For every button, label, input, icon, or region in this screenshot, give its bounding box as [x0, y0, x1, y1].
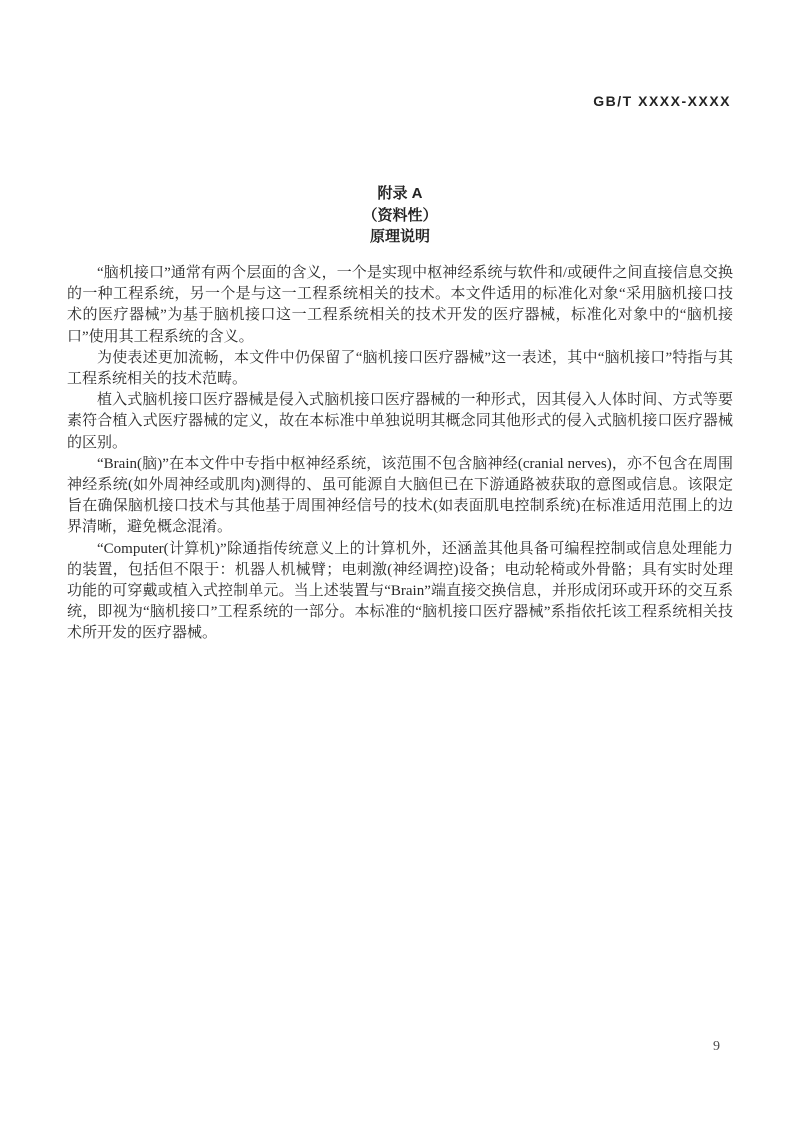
appendix-subject: 原理说明: [369, 228, 430, 245]
paragraph-4: “Brain(脑)”在本文件中专指中枢神经系统，该范围不包含脑神经(cranial nerves)，亦不包含在周围神经系统(如外周神经或肌肉)测得的、虽可能源自大脑但已在下游通路被获取的意图或信息。该限定旨在确保脑机接口技术与其他基于周围神经信号的技术(如表面肌电控制系统)在标准适用范围上的边界清晰，避免概念混淆。: [67, 455, 733, 536]
paragraph-2: 为使表述更加流畅，本文件中仍保留了“脑机接口医疗器械”这一表述，其中“脑机接口”特指与其工程系统相关的技术范畴。: [67, 349, 733, 388]
appendix-title: 附录 A: [377, 185, 423, 202]
appendix-title-block: [0, 183, 800, 248]
page-number: 9: [713, 1039, 720, 1054]
paragraph-5: “Computer(计算机)”除通指传统意义上的计算机外，还涵盖其他具备可编程控制或信息处理能力的装置，包括但不限于：机器人机械臂；电刺激(神经调控)设备；电动轮椅或外骨骼；具有实时处理功能的可穿戴或植入式控制单元。当上述装置与“Brain”端直接交换信息，并形成闭环或开环的交互系统，即视为“脑机接口”工程系统的一部分。本标准的“脑机接口医疗器械”系指依托该工程系统相关技术所开发的医疗器械。: [67, 540, 733, 642]
appendix-type: （资料性）: [362, 206, 438, 224]
document-body: [67, 263, 733, 645]
paragraph-3: 植入式脑机接口医疗器械是侵入式脑机接口医疗器械的一种形式，因其侵入人体时间、方式等要素符合植入式医疗器械的定义，故在本标准中单独说明其概念同其他形式的侵入式脑机接口医疗器械的区别。: [67, 392, 733, 451]
page-header: [593, 93, 731, 109]
paragraph-1: “脑机接口”通常有两个层面的含义，一个是实现中枢神经系统与软件和/或硬件之间直接信息交换的一种工程系统，另一个是与这一工程系统相关的技术。本文件适用的标准化对象“采用脑机接口技术的医疗器械”为基于脑机接口这一工程系统相关的技术开发的医疗器械，标准化对象中的“脑机接口”使用其工程系统的含义。: [67, 265, 733, 345]
standard-code: GB/T XXXX-XXXX: [593, 93, 731, 109]
